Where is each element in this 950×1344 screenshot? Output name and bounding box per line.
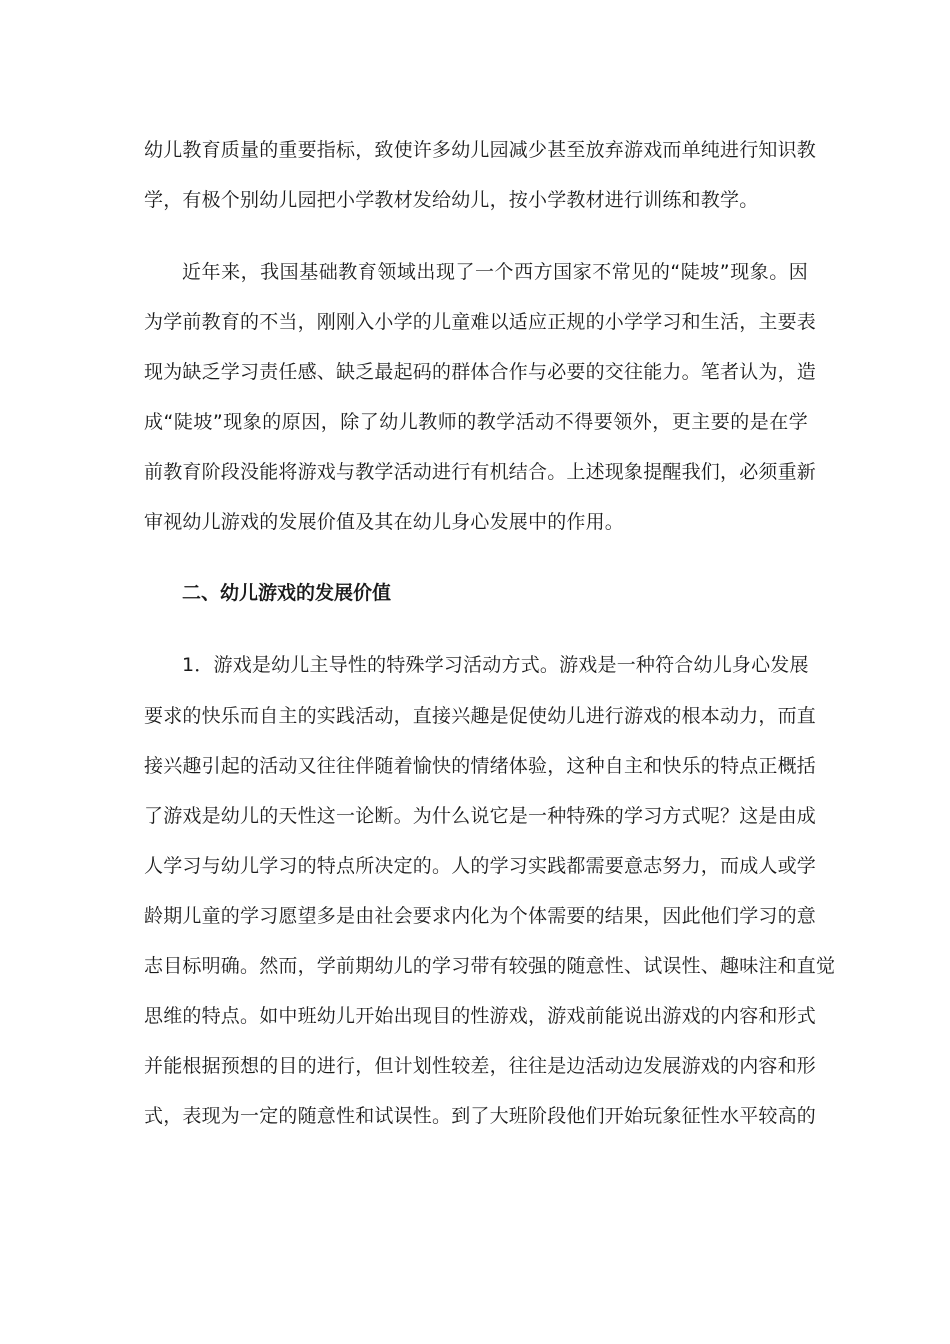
paragraph-3-line-7: 志目标明确。然而，学前期幼儿的学习带有较强的随意性、试误性、趣味注和直觉 xyxy=(144,955,836,977)
paragraph-3-line-4: 了游戏是幼儿的天性这一论断。为什么说它是一种特殊的学习方式呢？这是由成 xyxy=(144,805,817,827)
paragraph-3-line-2: 要求的快乐而自主的实践活动，直接兴趣是促使幼儿进行游戏的根本动力，而直 xyxy=(144,705,817,727)
paragraph-3-line-6: 龄期儿童的学习愿望多是由社会要求内化为个体需要的结果，因此他们学习的意 xyxy=(144,905,817,927)
paragraph-2-line-2: 为学前教育的不当，刚刚入小学的儿童难以适应正规的小学学习和生活，主要表 xyxy=(144,311,817,333)
paragraph-2-line-6: 审视幼儿游戏的发展价值及其在幼儿身心发展中的作用。 xyxy=(144,511,625,533)
paragraph-2-line-4: 成“陡坡”现象的原因，除了幼儿教师的教学活动不得要领外，更主要的是在学 xyxy=(144,411,808,433)
paragraph-3-line-1: 1．游戏是幼儿主导性的特殊学习活动方式。游戏是一种符合幼儿身心发展 xyxy=(182,654,809,676)
section-heading: 二、幼儿游戏的发展价值 xyxy=(182,582,392,604)
paragraph-2-line-1: 近年来，我国基础教育领域出现了一个西方国家不常见的“陡坡”现象。因 xyxy=(182,261,808,283)
paragraph-2-line-5: 前教育阶段没能将游戏与教学活动进行有机结合。上述现象提醒我们，必须重新 xyxy=(144,461,817,483)
paragraph-2-line-3: 现为缺乏学习责任感、缺乏最起码的群体合作与必要的交往能力。笔者认为，造 xyxy=(144,361,817,383)
paragraph-3-line-5: 人学习与幼儿学习的特点所决定的。人的学习实践都需要意志努力，而成人或学 xyxy=(144,855,817,877)
paragraph-3-line-10: 式，表现为一定的随意性和试误性。到了大班阶段他们开始玩象征性水平较高的 xyxy=(144,1105,817,1127)
paragraph-3-line-3: 接兴趣引起的活动又往往伴随着愉快的情绪体验，这种自主和快乐的特点正概括 xyxy=(144,755,817,777)
paragraph-3-line-9: 并能根据预想的目的进行，但计划性较差，往往是边活动边发展游戏的内容和形 xyxy=(144,1055,817,1077)
paragraph-1-line-1: 幼儿教育质量的重要指标，致使许多幼儿园减少甚至放弃游戏而单纯进行知识教 xyxy=(144,139,817,161)
paragraph-3-line-8: 思维的特点。如中班幼儿开始出现目的性游戏，游戏前能说出游戏的内容和形式 xyxy=(144,1005,817,1027)
paragraph-1-line-2: 学，有极个别幼儿园把小学教材发给幼儿，按小学教材进行训练和教学。 xyxy=(144,189,759,211)
